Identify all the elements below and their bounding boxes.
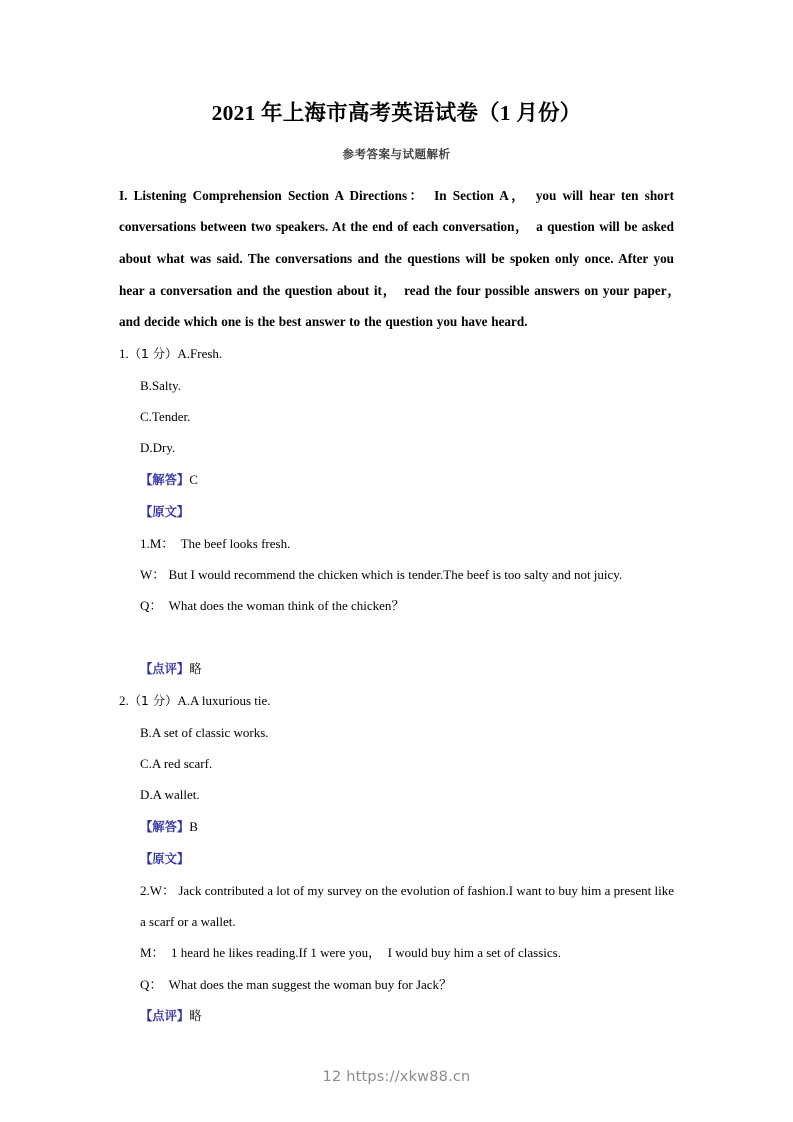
question-1-transcript-line-2: W： But I would recommend the chicken which is tender.The beef is too salty and not juicy. (140, 567, 623, 583)
question-1-stem (119, 338, 674, 370)
question-1-comment-row (140, 653, 674, 685)
question-block-2 (119, 685, 674, 1032)
question-1-transcript-header (140, 496, 674, 528)
question-2-option-c: C.A red scarf. (140, 756, 213, 772)
comment-tag: 【点评】 (140, 1008, 190, 1023)
question-1-transcript-line-1: 1.M： The beef looks fresh. (140, 535, 291, 551)
question-2-number: 2. (119, 692, 129, 708)
comment-tag: 【点评】 (140, 661, 190, 676)
question-2-transcript-line-2: M： 1 heard he likes reading.If 1 were you， I would buy him a set of classics. (140, 945, 561, 961)
transcript-tag: 【原文】 (140, 504, 190, 519)
document-content (119, 0, 688, 1032)
question-2-option-d: D.A wallet. (140, 787, 200, 803)
question-2-option-a: A.A luxurious tie. (177, 692, 271, 708)
question-1-option-b: B.Salty. (140, 377, 182, 393)
answer-tag: 【解答】 (140, 819, 190, 834)
question-2-comment-value: 略 (189, 1008, 202, 1023)
listening-directions-paragraph: I. Listening Comprehension Section A Directions： In Section A， you will hear ten short conversations between two speakers. At the end of each conversation， a question will be asked about what was said. The conversations and the questions will be spoken only once. After you hear a conversation and the question about it， read the four possible answers on your paper， and decide which one is the best answer to the question you have heard. (119, 187, 688, 330)
question-2-stem (119, 685, 674, 717)
question-2-answer-row (140, 811, 674, 843)
question-2-comment-row (140, 1000, 674, 1032)
question-1-points: （1 分） (128, 346, 178, 361)
question-2-option-b: B.A set of classic works. (140, 725, 269, 740)
question-2-answer-value: B (189, 818, 198, 834)
question-2-transcript-header (140, 843, 674, 875)
answer-tag: 【解答】 (140, 472, 190, 487)
question-1-option-c: C.Tender. (140, 409, 191, 425)
question-1-option-d: D.Dry. (140, 440, 176, 456)
question-block-1 (119, 338, 674, 685)
question-2-transcript-line-3: Q： What does the man suggest the woman buy for Jack？ (140, 976, 453, 992)
question-1-answer-value: C (189, 471, 198, 487)
question-2-transcript-line-1: 2.W： Jack contributed a lot of my survey on the evolution of fashion.I want to buy him a present like a scarf or a wallet. (140, 883, 674, 930)
page-subtitle: 参考答案与试题解析 (342, 148, 451, 161)
transcript-tag: 【原文】 (140, 851, 190, 866)
question-1-option-a: A.Fresh. (177, 345, 223, 361)
page-title: 2021 年上海市高考英语试卷（1 月份） (211, 101, 582, 125)
question-1-spacer (119, 622, 674, 653)
question-2-points: （1 分） (128, 693, 178, 708)
page-footer: 12 https://xkw88.cn (322, 1069, 471, 1085)
question-1-transcript-line-3: Q： What does the woman think of the chicken？ (140, 598, 405, 614)
question-1-answer-row (140, 464, 674, 496)
question-1-comment-value: 略 (189, 661, 202, 676)
question-1-number: 1. (119, 345, 129, 361)
